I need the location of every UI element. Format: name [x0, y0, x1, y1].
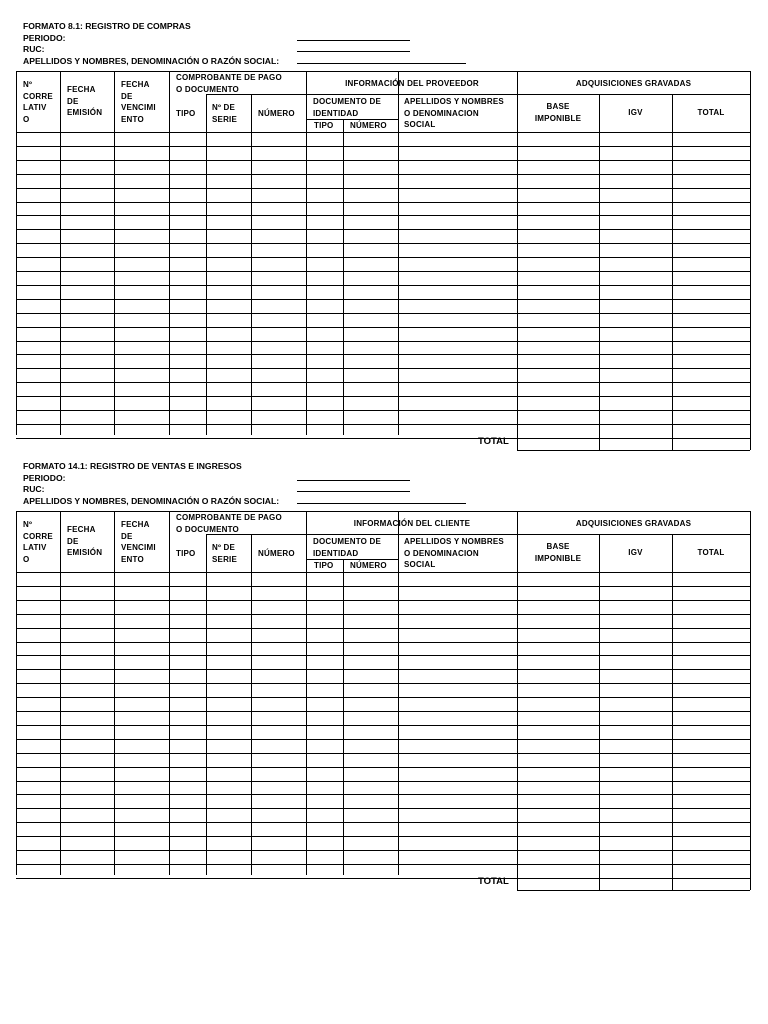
info-group-header: INFORMACIÓN DEL PROVEEDOR — [345, 79, 479, 88]
table-row-rule — [16, 368, 750, 369]
table-column-rule — [251, 534, 252, 875]
doc-numero-header: NÚMERO — [350, 121, 387, 130]
col-tipo-header: TIPO — [176, 549, 196, 558]
col-fecha-vencimiento-header: FECHA DE VENCIMI ENTO — [121, 80, 156, 124]
table-column-rule — [114, 71, 115, 435]
table-row-rule — [16, 822, 750, 823]
table-row-rule — [16, 808, 750, 809]
table-column-rule — [517, 511, 518, 890]
doc-identidad-header: DOCUMENTO DE IDENTIDAD — [313, 97, 382, 118]
table-row-rule — [16, 697, 750, 698]
table-border-top — [16, 71, 750, 72]
total-label: TOTAL — [478, 436, 509, 447]
periodo-field[interactable] — [297, 480, 410, 481]
table-row-rule — [16, 396, 750, 397]
comprobante-subheader-rule — [206, 94, 306, 95]
doc-tipo-header: TIPO — [314, 561, 334, 570]
table-row-rule — [16, 188, 750, 189]
col-total-header: TOTAL — [697, 108, 725, 117]
table-column-rule — [206, 534, 207, 875]
ventas-table — [16, 511, 751, 892]
col-fecha-vencimiento-header: FECHA DE VENCIMI ENTO — [121, 520, 156, 564]
comprobante-group-header: COMPROBANTE DE PAGO O DOCUMENTO — [176, 73, 282, 94]
periodo-label: PERIODO: — [23, 33, 66, 43]
table-row-rule — [16, 572, 750, 573]
table-row-rule — [16, 285, 750, 286]
table-row-rule — [16, 683, 750, 684]
periodo-label: PERIODO: — [23, 473, 66, 483]
table-row-rule — [16, 642, 750, 643]
info-group-header: INFORMACIÓN DEL CLIENTE — [353, 519, 471, 528]
table-column-rule — [343, 119, 344, 435]
table-row-rule — [16, 424, 750, 425]
doc-identidad-subheader-rule — [306, 119, 398, 120]
ruc-label: RUC: — [23, 44, 45, 54]
table-row-rule — [16, 781, 750, 782]
doc-identidad-subheader-rule — [306, 559, 398, 560]
table-row-rule — [16, 864, 750, 865]
group-subheader-rule — [306, 94, 750, 95]
table-column-rule — [750, 71, 751, 450]
adquisiciones-group-header: ADQUISICIONES GRAVADAS — [575, 79, 692, 88]
doc-identidad-header: DOCUMENTO DE IDENTIDAD — [313, 537, 382, 558]
table-column-rule — [750, 511, 751, 890]
table-row-rule — [16, 341, 750, 342]
table-row-rule — [16, 725, 750, 726]
total-row-bottom-rule — [517, 890, 750, 891]
total-row-bottom-rule — [517, 450, 750, 451]
table-row-rule — [16, 382, 750, 383]
col-total-header: TOTAL — [697, 548, 725, 557]
table-row-rule — [16, 202, 750, 203]
table-row-rule — [16, 836, 750, 837]
table-row-rule — [16, 215, 750, 216]
col-fecha-emision-header: FECHA DE EMISIÓN — [67, 525, 103, 557]
table-border-top — [16, 511, 750, 512]
table-row-rule — [16, 243, 750, 244]
table-row-rule — [16, 614, 750, 615]
table-column-rule — [114, 511, 115, 875]
razon-social-label: APELLIDOS Y NOMBRES, DENOMINACIÓN O RAZÓN SOCIAL: — [23, 496, 280, 506]
col-serie-header: Nº DE SERIE — [212, 543, 238, 564]
table-column-rule — [599, 534, 600, 890]
table-column-rule — [517, 71, 518, 450]
periodo-field[interactable] — [297, 40, 410, 41]
table-row-rule — [16, 132, 750, 133]
table-column-rule — [398, 71, 399, 435]
ruc-field[interactable] — [297, 491, 410, 492]
table-row-rule — [16, 174, 750, 175]
table-row-rule — [16, 327, 750, 328]
table-row-rule — [16, 410, 750, 411]
table-row-rule — [16, 586, 750, 587]
group-subheader-rule — [306, 534, 750, 535]
table-column-rule — [60, 71, 61, 435]
table-row-rule — [16, 257, 750, 258]
table-row-rule — [16, 711, 750, 712]
table-row-rule — [16, 271, 750, 272]
table-row-rule — [16, 438, 750, 439]
table-column-rule — [672, 94, 673, 450]
table-row-rule — [16, 753, 750, 754]
table-column-rule — [169, 511, 170, 875]
table-column-rule — [16, 511, 17, 875]
doc-numero-header: NÚMERO — [350, 561, 387, 570]
col-numero-header: NÚMERO — [258, 109, 295, 118]
table-row-rule — [16, 850, 750, 851]
table-row-rule — [16, 739, 750, 740]
table-row-rule — [16, 313, 750, 314]
col-base-imponible-header: BASE IMPONIBLE — [534, 102, 582, 123]
ruc-field[interactable] — [297, 51, 410, 52]
adquisiciones-group-header: ADQUISICIONES GRAVADAS — [575, 519, 692, 528]
table-column-rule — [672, 534, 673, 890]
table-column-rule — [398, 511, 399, 875]
table-row-rule — [16, 878, 750, 879]
col-numero-header: NÚMERO — [258, 549, 295, 558]
col-correlativo-header: Nº CORRE LATIV O — [23, 520, 53, 564]
table-column-rule — [343, 559, 344, 875]
table-row-rule — [16, 655, 750, 656]
razon-social-field[interactable] — [297, 63, 466, 64]
table-row-rule — [16, 600, 750, 601]
col-igv-header: IGV — [628, 108, 643, 117]
table-column-rule — [251, 94, 252, 435]
col-base-imponible-header: BASE IMPONIBLE — [534, 542, 582, 563]
table-column-rule — [306, 511, 307, 875]
table-column-rule — [599, 94, 600, 450]
table-row-rule — [16, 299, 750, 300]
table-row-rule — [16, 160, 750, 161]
table-row-rule — [16, 229, 750, 230]
table-row-rule — [16, 354, 750, 355]
table-row-rule — [16, 767, 750, 768]
table-column-rule — [206, 94, 207, 435]
apellidos-header: APELLIDOS Y NOMBRES O DENOMINACION SOCIAL — [404, 97, 504, 129]
apellidos-header: APELLIDOS Y NOMBRES O DENOMINACION SOCIAL — [404, 537, 504, 569]
form-title: FORMATO 14.1: REGISTRO DE VENTAS E INGRESOS — [23, 461, 242, 471]
razon-social-field[interactable] — [297, 503, 466, 504]
table-column-rule — [306, 71, 307, 435]
table-row-rule — [16, 669, 750, 670]
table-column-rule — [169, 71, 170, 435]
col-tipo-header: TIPO — [176, 109, 196, 118]
col-serie-header: Nº DE SERIE — [212, 103, 238, 124]
col-correlativo-header: Nº CORRE LATIV O — [23, 80, 53, 124]
doc-tipo-header: TIPO — [314, 121, 334, 130]
razon-social-label: APELLIDOS Y NOMBRES, DENOMINACIÓN O RAZÓN SOCIAL: — [23, 56, 280, 66]
table-row-rule — [16, 794, 750, 795]
ruc-label: RUC: — [23, 484, 45, 494]
comprobante-group-header: COMPROBANTE DE PAGO O DOCUMENTO — [176, 513, 282, 534]
form-title: FORMATO 8.1: REGISTRO DE COMPRAS — [23, 21, 191, 31]
total-label: TOTAL — [478, 876, 509, 887]
table-column-rule — [16, 71, 17, 435]
table-row-rule — [16, 146, 750, 147]
comprobante-subheader-rule — [206, 534, 306, 535]
table-column-rule — [60, 511, 61, 875]
compras-table — [16, 71, 751, 452]
col-igv-header: IGV — [628, 548, 643, 557]
table-row-rule — [16, 628, 750, 629]
col-fecha-emision-header: FECHA DE EMISIÓN — [67, 85, 103, 117]
